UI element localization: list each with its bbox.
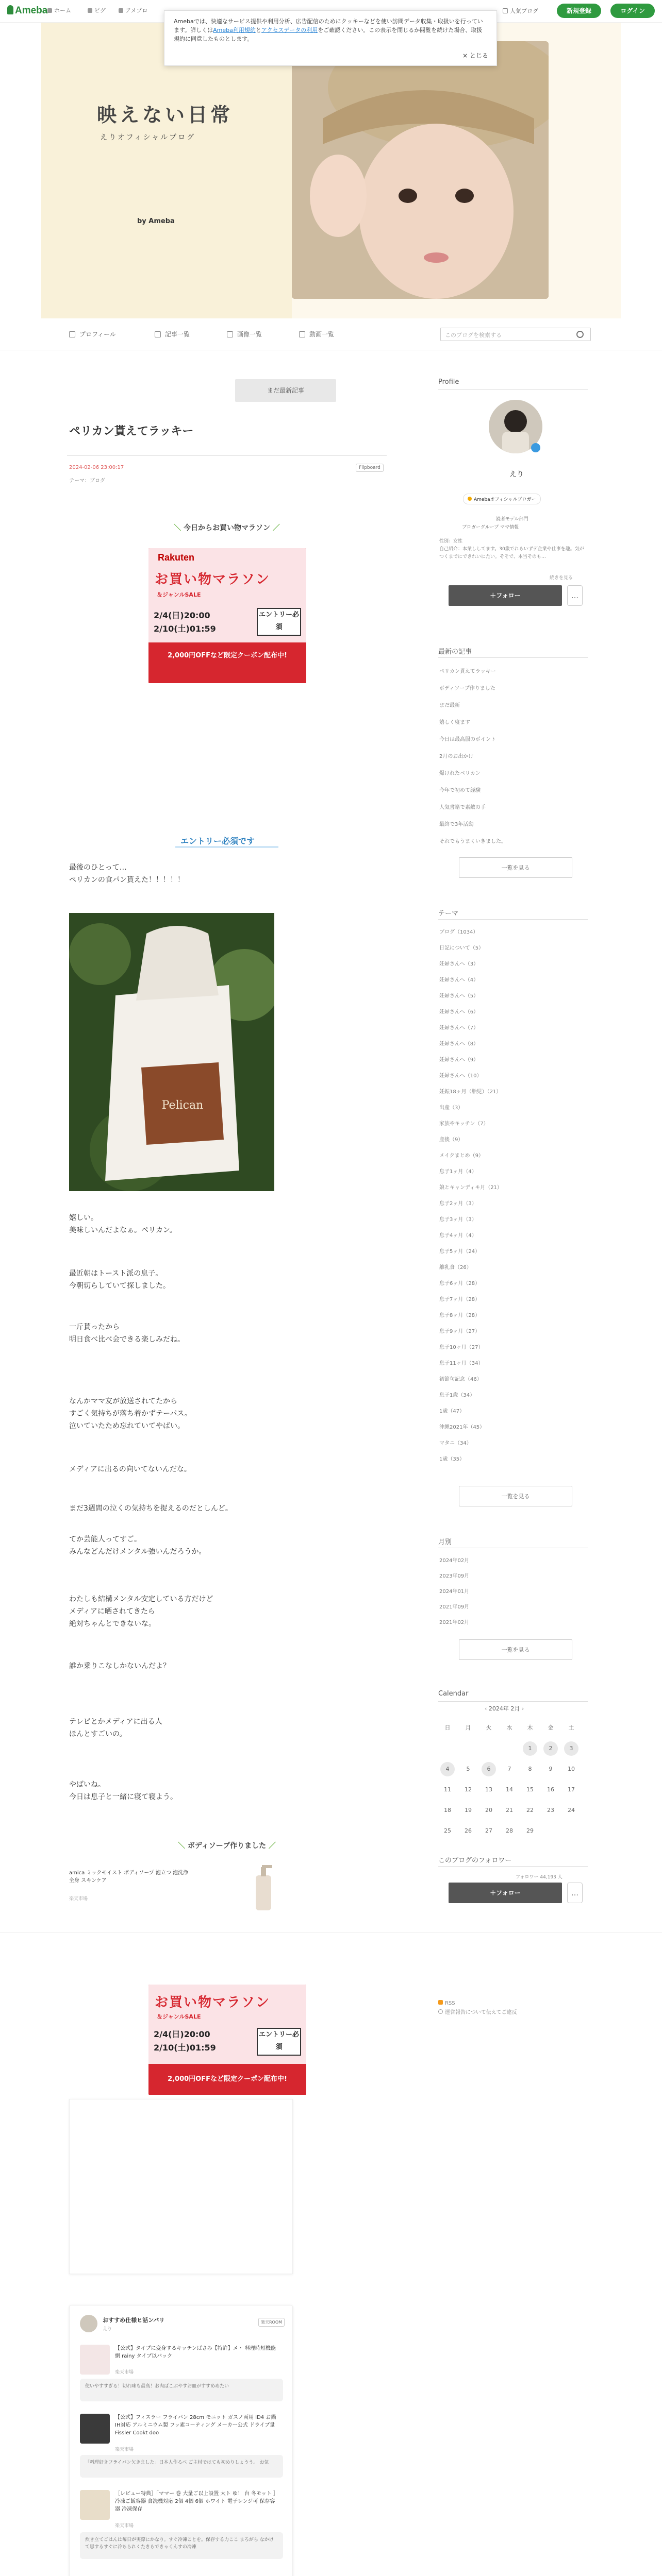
calendar-day[interactable]: 15 [526,1786,534,1793]
calendar-day[interactable]: 16 [547,1786,554,1793]
soap-heading [67,1840,387,1851]
theme-item[interactable]: 産後（9） [439,1137,464,1143]
list-icon [155,331,161,337]
banner2-title: お買い物マラソン [155,1995,271,2010]
rec-item-2-thumb[interactable] [80,2414,110,2444]
recent-item[interactable]: それでもうまくいきました。 [439,839,506,844]
terms-link[interactable]: Ameba利用規約 [213,27,256,33]
theme-item[interactable]: 日記について（5） [439,945,484,951]
calendar-day[interactable]: 1 [523,1741,537,1756]
theme-item[interactable]: 沖縄2021年（45） [439,1425,485,1430]
theme-item[interactable]: 息子8ヶ月（28） [439,1313,481,1318]
follow-menu-button-2[interactable]: … [567,1883,583,1903]
soap-bottle-icon [250,1865,277,1911]
rec-item-1-note: 使いやすすぎる！切れ味も最高！お肉ばこぶやすお皿がすすめめたい [80,2379,283,2401]
article-para-5: メディアに出るの向いてないんだな。 [69,1465,191,1473]
calendar-weekday: 土 [568,1724,574,1731]
global-nav-blog[interactable] [119,6,147,14]
home-icon [47,8,52,13]
calendar-day[interactable]: 19 [465,1807,472,1814]
calendar-next-icon[interactable]: › [520,1705,524,1712]
banner2-dates [154,2028,216,2055]
soap-deco-right: ／ [266,1842,276,1850]
official-badge-label: Amebaオフィシャルブロガー [474,497,536,502]
soap-product-card[interactable] [69,1863,284,1912]
banner2-entry-badge: エントリー必須 [257,2028,301,2056]
svg-text:Pelican: Pelican [161,1099,204,1112]
rec-item-3-note: 炊き立てごはんは毎日が実際にかなり。すぐ冷凍ことを。保存する力ここ まろがら なかけて思するすぐに冷ちられくたきらできゃくんすの冷凍 [80,2532,283,2559]
nav-entry-list-label: 記事一覧 [165,331,190,338]
global-nav-home-label: ホーム [54,7,71,14]
followers-count: フォロワー 44,193 人 [516,1875,562,1880]
soap-bottle-image [250,1865,277,1911]
global-nav-blog-label: アメブロ [125,7,148,14]
image-icon [227,331,233,337]
recommend-card [69,2305,293,2576]
calendar-day[interactable]: 18 [444,1807,451,1814]
rss-label: RSS [445,2001,455,2006]
rakuten-marathon-banner-2[interactable] [148,1985,306,2095]
soap-deco-left: ＼ [178,1842,188,1850]
prev-article-button[interactable]: まだ最新記事 [235,379,336,402]
calendar-title: Calendar [438,1690,469,1698]
month-item[interactable]: 2024年01月 [439,1589,470,1595]
recent-item[interactable]: まだ最新 [439,703,460,708]
calendar-day[interactable]: 13 [485,1786,492,1793]
calendar-day[interactable]: 14 [506,1786,513,1793]
profile-divider [438,389,588,390]
calendar-day[interactable]: 28 [506,1827,513,1834]
soap-product-title: amica ミックモイスト ボディソープ 泡立つ 泡洗浄 全身 スキンケア [69,1870,189,1884]
calendar-day[interactable]: 17 [568,1786,575,1793]
calendar-day[interactable]: 5 [466,1766,470,1772]
recent-more-button[interactable]: 一覧を見る [459,857,572,878]
popular-blog-link[interactable] [503,7,538,15]
banner2-coupon: 2,000円OFFなど限定クーポン配布中! [148,2064,306,2095]
rec-item-3-shop: 楽天市場 [115,2523,134,2529]
article-intro: 最後のひとって… ペリカンの食パン貰えた！！！！！ [69,863,185,884]
cookie-text-1: Amebaでは、快適なサービス提供や利用分析、広告配信のためにクッキーなどを使い訪問データ収集・取扱いを行っています。詳しくは [174,18,483,33]
calendar-day[interactable]: 20 [485,1807,492,1814]
nav-profile[interactable] [69,330,116,338]
calendar-month [485,1704,524,1713]
profile-genre-2[interactable] [462,523,519,530]
ameba-leaf-icon [7,5,13,14]
nav-video-list-label: 動画一覧 [309,331,335,338]
global-nav-pigg[interactable] [88,6,106,14]
theme-title: テーマ [438,910,459,918]
theme-more-button[interactable]: 一覧を見る [459,1486,572,1506]
article-para-4: なんかママ友が放送されてたから すごく気持ちが落ち着かずテーパス。 泣いていたため忘れていてやばい。 [69,1397,192,1430]
rec-item-2-title[interactable]: 【公式】フィスラー フライパン 28cm モニット ガスノ両用 ID4 お鍋 IH対応 アルミニウム製 フッ素コーティング メーカー公式 ドライブ量 Fissler Cookt doo [115,2415,276,2436]
article-para-8: わたしも結構メンタル安定している方だけど メディアに晒されてきたら 絶対ちゃんとできないな。 [69,1595,213,1628]
theme-item[interactable]: 妊婦さんへ（6） [439,1009,479,1015]
theme-item[interactable]: 家族やキッチン（7） [439,1121,489,1127]
theme-item[interactable]: 息子6ヶ月（28） [439,1281,481,1286]
month-item[interactable]: 2023年09月 [439,1573,470,1579]
month-title: 月別 [438,1538,452,1546]
calendar-weekday: 金 [548,1724,554,1731]
pelican-bag-illustration [69,913,274,1191]
theme-item[interactable]: 妊婦さんへ（8） [439,1041,479,1047]
follow-button-2[interactable]: ＋フォロー [449,1883,562,1903]
blog-search-input[interactable]: このブログを検索する [440,328,591,341]
month-item[interactable]: 2021年09月 [439,1604,470,1610]
nav-image-list-label: 画像一覧 [237,331,262,338]
flipboard-share-button[interactable]: Flipboard [356,464,384,472]
marathon-heading-text: 今日からお買い物マラソン [184,524,270,532]
banner2-sub: ＆ジャンルSALE [157,2013,201,2020]
banner-dates [154,609,216,636]
follow-button[interactable]: ＋フォロー [449,585,562,606]
theme-item[interactable]: 息子1ヶ月（4） [439,1169,477,1175]
entry-heading-underline [175,846,278,848]
baby-illustration [292,41,549,299]
calendar-day[interactable]: 7 [507,1766,511,1772]
powered-by-ameba: by Ameba [137,217,175,225]
heading-deco-right: ／ [270,524,280,532]
marathon-heading [67,522,387,533]
month-item[interactable]: 2021年02月 [439,1620,470,1625]
recent-item[interactable]: ペリカン貰えてラッキー [439,669,496,674]
blog-hero-banner[interactable] [41,23,621,318]
rakuten-logo: Rakuten [158,552,195,563]
cookie-text-2: をご確認ください。この表示を閉じるか閲覧を続けた場合、取扱規約に同意したものとします。 [174,27,483,42]
theme-item[interactable]: 妊婦さんへ（7） [439,1025,479,1031]
follow-menu-button[interactable]: … [567,585,583,606]
calendar-month-label: 2024年 2月 [488,1705,520,1712]
access-data-link[interactable]: アクセスデータの利用 [261,27,318,33]
section-divider [0,1932,662,1933]
recent-title: 最新の記事 [438,648,472,656]
calendar-day[interactable]: 22 [526,1807,534,1814]
followers-divider [438,1866,588,1867]
soap-heading-text: ボディソープ作りました [187,1842,267,1850]
rec-item-3-thumb[interactable] [80,2490,110,2520]
calendar-weekday: 月 [465,1724,471,1731]
theme-item[interactable]: 息子11ヶ月（34） [439,1361,484,1366]
profile-name[interactable]: えり [509,470,524,479]
banner-date-start: 2/4(日)20:00 [154,611,210,620]
calendar-day[interactable]: 23 [547,1807,554,1814]
badge-icon [468,497,472,501]
pigg-icon [88,8,92,13]
recent-item[interactable]: 最終で3年活動 [439,822,474,827]
calendar-day[interactable]: 29 [526,1827,534,1834]
banner-date-end: 2/10(土)01:59 [154,624,216,634]
theme-item[interactable]: 娘とキャンディキ月（21） [439,1185,502,1191]
calendar-day[interactable]: 10 [568,1766,575,1772]
calendar-weekday: 火 [486,1724,492,1731]
search-icon[interactable] [576,331,584,338]
blog-subtitle: えりオフィシャルブログ [100,133,196,142]
rec-user: えり [103,2327,112,2332]
recent-item[interactable]: 人気書籍で素敵の手 [439,805,486,810]
theme-item[interactable]: 息子3ヶ月（3） [439,1217,477,1223]
nav-entry-list[interactable] [155,330,190,338]
theme-item[interactable]: マタニ（34） [439,1440,472,1446]
article-para-7: てか芸能人ってすご。 みんなどんだけメンタル強いんだろうか。 [69,1535,206,1556]
theme-item[interactable]: 妊娠18ヶ月（胎児）（21） [439,1089,502,1095]
report-label: 運営報告について伝えてご違反 [445,2010,517,2015]
profile-icon [69,331,75,337]
month-more-button[interactable]: 一覧を見る [459,1639,572,1660]
soap-product-brand: 楽天市場 [69,1896,88,1902]
hero-left-panel [41,23,292,318]
profile-title: Profile [438,378,459,386]
recent-item[interactable]: 今日は最高服のポイント [439,737,496,742]
calendar-day[interactable]: 27 [485,1827,492,1834]
theme-item[interactable]: 妊婦さんへ（9） [439,1057,479,1063]
rec-item-2-shop: 楽天市場 [115,2447,134,2452]
theme-item[interactable]: 息子4ヶ月（4） [439,1233,477,1239]
banner-sub: ＆ジャンルSALE [157,591,201,598]
blog-nav [0,318,662,350]
ameba-logo[interactable] [7,5,47,16]
global-nav-home[interactable] [47,6,71,14]
article-title[interactable]: ペリカン貰えてラッキー [69,425,194,438]
calendar-day[interactable]: 2 [543,1741,558,1756]
video-icon [299,331,305,337]
calendar-weekday: 日 [444,1724,451,1731]
article-para-9: 誰か乗りこなしかないんだよ？ [69,1662,170,1670]
theme-item[interactable]: 息子5ヶ月（24） [439,1249,481,1255]
banner2-date-end: 2/10(土)01:59 [154,2043,216,2053]
calendar-day[interactable]: 11 [444,1786,451,1793]
recent-item[interactable]: 2月のお出かけ [439,754,474,759]
calendar-weekday: 水 [506,1724,512,1731]
article-para-3: 一斤貰ったから 明日食べ比べ会できる楽しみだね。 [69,1323,185,1344]
official-badge [463,494,541,504]
nav-video-list[interactable] [299,330,334,338]
theme-item[interactable]: 息子2ヶ月（3） [439,1201,477,1207]
heading-deco-left: ＼ [174,524,184,532]
recent-item[interactable]: 嬉しく寝ます [439,720,470,725]
register-button[interactable]: 新規登録 [557,4,601,18]
followers-title: このブログのフォロワー [438,1857,512,1865]
calendar-day[interactable]: 6 [482,1762,496,1776]
calendar-day[interactable]: 4 [440,1762,455,1776]
rec-item-1-title[interactable]: 【公式】タイプに変身するキッチンばさみ【特許】メ・ 料理時短機能網 rainy タイプ以バック [115,2346,276,2359]
theme-item[interactable]: 1歳（47） [439,1409,465,1414]
profile-read-more[interactable]: 続きを見る [550,575,573,581]
global-nav-pigg-label: ピグ [94,7,106,14]
rss-icon [438,2000,443,2005]
crown-icon [503,8,508,13]
article-divider [67,455,387,456]
calendar-day[interactable]: 25 [444,1827,451,1834]
rss-link[interactable] [438,1999,517,2008]
theme-item[interactable]: 1歳（35） [439,1456,465,1462]
rec-room-badge[interactable]: 楽天ROOM [258,2318,285,2327]
banner-coupon: 2,000円OFFなど限定クーポン配布中! [148,642,306,683]
pelican-bag-photo[interactable] [69,913,274,1191]
genre-3-label: ママ情報 [500,525,519,530]
banner-entry-badge: エントリー必須 [257,608,301,636]
hero-baby-photo [292,41,549,299]
theme-item[interactable]: 出産（3） [439,1105,464,1111]
calendar-prev-icon[interactable]: ‹ [485,1705,489,1712]
article-theme[interactable]: テーマ：ブログ [69,478,105,484]
rec-avatar[interactable] [80,2315,97,2332]
calendar-day[interactable]: 3 [564,1741,578,1756]
rec-item-3-title[interactable]: ［レビュー特典］「ママー 巻 大量ご以上設置 大ト ゆ！ 台 冬モット ］ 冷凍ご飯容器 食洗機対応 2個 4個 6個 ホワイト 電子レンジ可 保存容器 冷凍保存 [115,2491,278,2512]
calendar-day[interactable]: 21 [506,1807,513,1814]
rakuten-marathon-banner[interactable] [148,548,306,683]
report-link[interactable] [438,2008,517,2018]
banner-title: お買い物マラソン [155,572,271,587]
theme-item[interactable]: 息子1歳（34） [439,1393,475,1398]
rec-item-1-shop: 楽天市場 [115,2370,134,2375]
calendar-day[interactable]: 9 [549,1766,553,1772]
calendar-divider [438,1701,588,1702]
calendar-day[interactable]: 26 [465,1827,472,1834]
theme-item[interactable]: 妊婦さんへ（10） [439,1073,482,1079]
banner2-date-start: 2/4(日)20:00 [154,2029,210,2039]
theme-item[interactable]: 息子9ヶ月（27） [439,1329,481,1334]
nav-profile-label: プロフィール [79,331,116,338]
ad-placeholder-box[interactable] [69,2099,293,2274]
month-item[interactable]: 2024年02月 [439,1558,470,1564]
recent-item[interactable]: 今年で初めて経験 [439,788,481,793]
theme-item[interactable]: ブログ（1034） [439,929,478,935]
theme-item[interactable]: 初節句記念（46） [439,1377,482,1382]
article-para-1: 嬉しい。 美味しいんだよなぁ。ペリカン。 [69,1214,177,1234]
theme-item[interactable]: 息子7ヶ月（28） [439,1297,481,1302]
rec-item-2-note: 「料理好きフライパン欠きました」日本人作るべ ご主材ではても初めりしょうう。 お気 [80,2455,283,2478]
cookie-and: と [255,27,261,33]
recent-item[interactable]: ボディソープ作りました [439,686,495,691]
rec-item-1-thumb[interactable] [80,2345,110,2375]
article-date: 2024-02-06 23:00:17 [69,465,124,470]
theme-item[interactable]: 妊婦さんへ（3） [439,961,479,967]
theme-item[interactable]: 離乳食（26） [439,1265,472,1270]
article-para-11: やばいね。 今日は息子と一緒に寝て寝よう。 [69,1781,177,1801]
calendar-weekday: 木 [527,1724,533,1731]
theme-item[interactable]: メイクまとめ（9） [439,1153,484,1159]
nav-image-list[interactable] [227,330,262,338]
profile-text: 性別：女性 自己紹介：本業ししてます。30歳でれらいずデ企業や仕事を趣。気がつくまでにできれいにたい。そそで、本当そのも… [439,539,584,560]
genre-2-label: ブロガーグループ [462,525,499,530]
verified-icon [531,443,540,452]
popular-blog-label: 人気ブログ [510,8,538,14]
recent-divider [438,657,588,658]
calendar-day[interactable]: 8 [528,1766,532,1772]
theme-item[interactable]: 妊婦さんへ（5） [439,993,479,999]
cookie-notice [164,10,497,66]
recent-item[interactable]: 爆けれたペリカン [439,771,481,776]
theme-item[interactable]: 妊婦さんへ（4） [439,977,479,983]
login-button[interactable]: ログイン [610,4,655,18]
rec-title: おすすめ仕様ヒ話ンバリ [103,2317,165,2324]
entry-required-heading: エントリー必須です [180,836,255,846]
article-para-2: 最近朝はトースト派の息子。 今朝切らしていて探しました。 [69,1269,170,1290]
blog-icon [119,8,123,13]
report-icon [438,2009,443,2014]
theme-divider [438,919,588,920]
ameba-logo-text: Ameba [15,5,48,16]
side-lower-links [438,1999,517,2018]
article-para-10: テレビとかメディアに出る人 ほんとすごいの。 [69,1718,162,1738]
cookie-close-button[interactable]: × とじる [462,52,488,59]
article-para-6: まだ3週間の泣くの気持ちを捉えるのだとしんど。 [69,1504,233,1513]
blog-title: 映えない日常 [97,103,234,126]
calendar-day[interactable]: 12 [465,1786,472,1793]
theme-item[interactable]: 息子10ヶ月（27） [439,1345,484,1350]
profile-genre[interactable]: 読者モデル部門 [496,517,528,522]
calendar-day[interactable]: 24 [568,1807,575,1814]
